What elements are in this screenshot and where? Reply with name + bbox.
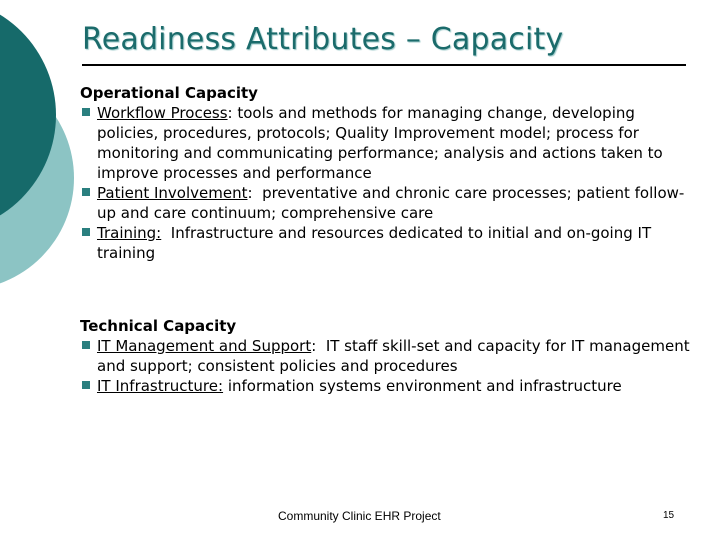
- square-bullet-icon: [82, 381, 90, 389]
- bullet-text: Infrastructure and resources dedicated to initial and on-going IT training: [97, 224, 652, 262]
- bullet-separator: :: [227, 104, 238, 122]
- title-underline: [82, 64, 686, 66]
- bullet-term: Patient Involvement: [97, 184, 248, 202]
- square-bullet-icon: [82, 188, 90, 196]
- technical-capacity-section: [80, 316, 690, 396]
- list-item-training: [80, 223, 690, 263]
- operational-capacity-section: [80, 83, 690, 263]
- bullet-separator: :: [247, 184, 263, 202]
- operational-capacity-list: [80, 103, 690, 263]
- square-bullet-icon: [82, 341, 90, 349]
- bullet-separator: [161, 224, 171, 242]
- list-item-it-management: [80, 336, 690, 376]
- footer-project-name: Community Clinic EHR Project: [278, 509, 441, 523]
- square-bullet-icon: [82, 228, 90, 236]
- technical-capacity-heading: Technical Capacity: [80, 317, 237, 335]
- square-bullet-icon: [82, 108, 90, 116]
- bullet-term: Workflow Process: [97, 104, 228, 122]
- page-number: 15: [663, 510, 675, 521]
- slide-title: Readiness Attributes – Capacity: [82, 22, 564, 57]
- bullet-text: tools and methods for managing change, developing policies, procedures, protocols; Quality Improvement model; process for monitoring and communicating performance; analysis and actions taken to improve processes and performance: [97, 104, 663, 182]
- bullet-text: preventative and chronic care processes; patient follow-up and care continuum; comprehensive care: [97, 184, 685, 222]
- bullet-separator: :: [311, 337, 326, 355]
- technical-capacity-list: [80, 336, 690, 396]
- list-item-workflow-process: [80, 103, 690, 183]
- list-item-it-infrastructure: [80, 376, 690, 396]
- bullet-term: Training:: [97, 224, 162, 242]
- decorative-circles: [0, 0, 80, 300]
- operational-capacity-heading: Operational Capacity: [80, 84, 258, 102]
- bullet-text: information systems environment and infrastructure: [227, 377, 622, 395]
- bullet-text: IT staff skill-set and capacity for IT management and support; consistent policies and procedures: [97, 337, 690, 375]
- bullet-term: IT Infrastructure:: [97, 377, 224, 395]
- list-item-patient-involvement: [80, 183, 690, 223]
- bullet-term: IT Management and Support: [97, 337, 312, 355]
